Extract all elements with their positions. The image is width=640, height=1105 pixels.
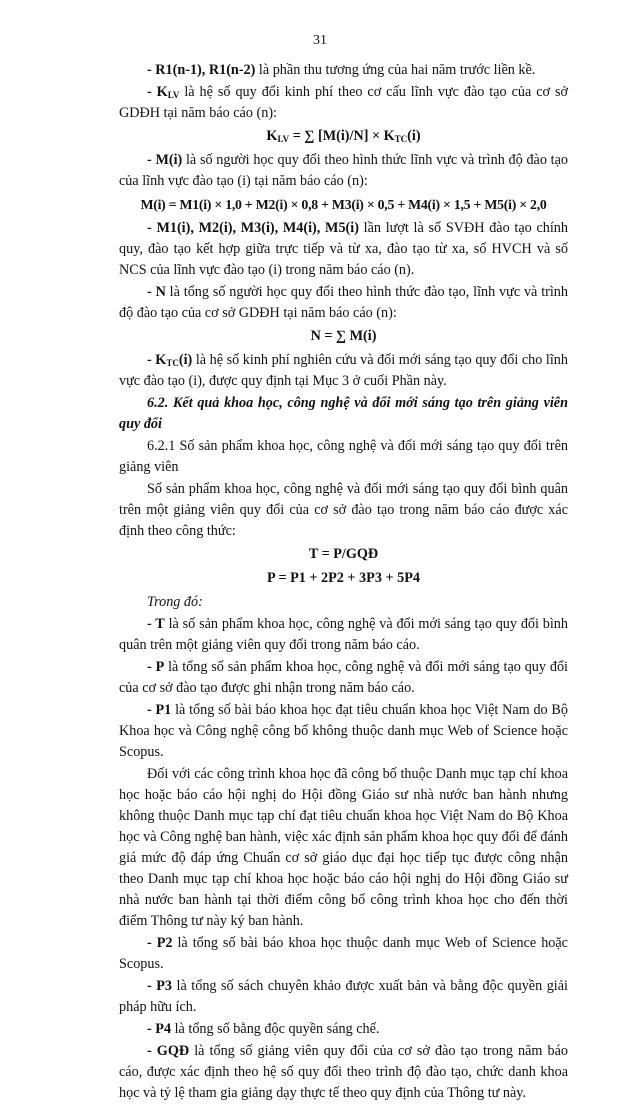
formula-t: T = P/GQĐ <box>308 546 379 562</box>
paragraph-klv <box>119 82 568 124</box>
formula-part: K <box>266 128 278 144</box>
paragraph-text: là tổng số người học quy đổi theo hình thức đào tạo, lĩnh vực và trình độ đào tạo của cơ sở GDĐH tại năm báo cáo (n): <box>119 284 568 321</box>
term-m1-m5: - M1(i), M2(i), M3(i), M4(i), M5(i) <box>147 220 359 236</box>
formula-p: P = P1 + 2P2 + 3P3 + 5P4 <box>267 570 420 586</box>
term-text: - K <box>147 352 167 368</box>
paragraph-gqd <box>119 1041 568 1104</box>
paragraph-mi <box>119 150 568 192</box>
term-subscript: LV <box>167 90 180 100</box>
paragraph-n <box>119 282 568 324</box>
term-p: - P <box>147 659 165 675</box>
paragraph-m1-m5 <box>119 218 568 281</box>
paragraph-intro-formula: Số sản phẩm khoa học, công nghệ và đổi mới sáng tạo quy đổi bình quân trên một giảng viên quy đổi của cơ sở đào tạo trong năm báo cáo được xác định theo công thức: <box>119 481 568 539</box>
term-mi: - M(i) <box>147 152 183 168</box>
paragraph-text: là hệ số quy đổi kinh phí theo cơ cấu lĩnh vực đào tạo của cơ sở GDĐH tại năm báo cáo (n): <box>119 84 568 121</box>
term-ktc <box>147 352 192 368</box>
paragraph-text: là số người học quy đổi theo hình thức lĩnh vực và trình độ đào tạo của lĩnh vực đào tạo (i) tại năm báo cáo (n): <box>119 152 568 189</box>
paragraph-text: là tổng số bài báo khoa học đạt tiêu chuẩn khoa học Việt Nam do Bộ Khoa học và Công nghệ công bố không thuộc danh mục Web of Science hoặc Scopus. <box>119 702 568 760</box>
paragraph-p4 <box>119 1019 568 1040</box>
paragraph-text: là tổng số giảng viên quy đổi của cơ sở đào tạo trong năm báo cáo, được xác định theo hệ số quy đổi theo trình độ đào tạo, chức danh khoa học và tỷ lệ tham gia giảng dạy thực tế theo quy định của Thông tư này. <box>119 1043 568 1101</box>
paragraph-text: là tổng số sản phẩm khoa học, công nghệ và đổi mới sáng tạo quy đổi của cơ sở đào tạo được ghi nhận trong năm báo cáo. <box>119 659 568 696</box>
paragraph-ktc <box>119 350 568 392</box>
paragraph-p <box>119 657 568 699</box>
paragraph-text: là hệ số kinh phí nghiên cứu và đổi mới sáng tạo quy đổi cho lĩnh vực đào tạo (i), được quy định tại Mục 3 ở cuối Phần này. <box>119 352 568 389</box>
term-p1: - P1 <box>147 702 172 718</box>
paragraph-p2 <box>119 933 568 975</box>
formula-part: (i) <box>407 128 421 144</box>
paragraph-p3 <box>119 976 568 1018</box>
term-p3: - P3 <box>147 978 173 994</box>
formula-part: = ∑ [M(i)/N] × K <box>289 128 395 144</box>
term-gqd: - GQĐ <box>147 1043 190 1059</box>
section-heading-6-2: 6.2. Kết quả khoa học, công nghệ và đổi mới sáng tạo trên giảng viên quy đổi <box>119 395 568 432</box>
paragraph-text: là tổng số bằng độc quyền sáng chế. <box>171 1021 380 1037</box>
formula-subscript: TC <box>394 134 408 144</box>
paragraph-text: là số sản phẩm khoa học, công nghệ và đổi mới sáng tạo quy đổi bình quân trên một giảng viên quy đổi trong năm báo cáo. <box>119 616 568 653</box>
term-p2: - P2 <box>147 935 173 951</box>
formula-mi: M(i) = M1(i) × 1,0 + M2(i) × 0,8 + M3(i) × 0,5 + M4(i) × 1,5 + M5(i) × 2,0 <box>140 197 547 212</box>
term-p4: - P4 <box>147 1021 172 1037</box>
term-r1: - R1(n-1), R1(n-2) <box>147 62 256 78</box>
term-subscript: TC <box>166 358 179 368</box>
subsection-heading-6-2-1: 6.2.1 Số sản phẩm khoa học, công nghệ và đổi mới sáng tạo quy đổi trên giảng viên <box>119 438 568 475</box>
term-n: - N <box>147 284 166 300</box>
formula-klv <box>119 126 568 147</box>
document-body <box>119 60 568 1105</box>
term-text: (i) <box>178 352 193 368</box>
paragraph-note: Đối với các công trình khoa học đã công bố thuộc Danh mục tạp chí khoa học hoặc báo cáo hội nghị do Hội đồng Giáo sư nhà nước ban hành nhưng không thuộc Danh mục tạp chí đạt tiêu chuẩn khoa học Việt Nam do Bộ Khoa học và Công nghệ ban hành, việc xác định sản phẩm khoa học quy đổi để đánh giá mức độ đáp ứng Chuẩn cơ sở giáo dục đại học tiếp tục được công nhận theo Danh mục tạp chí khoa học hoặc báo cáo hội nghị do Hội đồng Giáo sư nhà nước ban hành tại thời điểm công bố công trình khoa học cho đến thời điểm Thông tư này ký ban hành. <box>119 766 568 929</box>
paragraph-text: là phần thu tương ứng của hai năm trước liền kề. <box>255 62 536 78</box>
paragraph-text: lần lượt là số SVĐH đào tạo chính quy, đào tạo kết hợp giữa trực tiếp và từ xa, đào tạo từ xa, số HVCH và số NCS của lĩnh vực đào tạo (i) trong năm báo cáo (n). <box>119 220 568 278</box>
term-text: - K <box>147 84 168 100</box>
formula-n: N = ∑ M(i) <box>310 328 377 344</box>
paragraph-text: là tổng số sách chuyên khảo được xuất bản và bằng độc quyền giải pháp hữu ích. <box>119 978 568 1015</box>
term-t: - T <box>147 616 165 632</box>
label-trong-do: Trong đó: <box>147 594 203 610</box>
page-number: 31 <box>313 33 327 48</box>
formula-subscript: LV <box>277 134 290 144</box>
paragraph-t <box>119 614 568 656</box>
term-klv <box>147 84 179 100</box>
paragraph-r1 <box>119 60 568 81</box>
paragraph-p1 <box>119 700 568 763</box>
paragraph-text: là tổng số bài báo khoa học thuộc danh mục Web of Science hoặc Scopus. <box>119 935 568 972</box>
